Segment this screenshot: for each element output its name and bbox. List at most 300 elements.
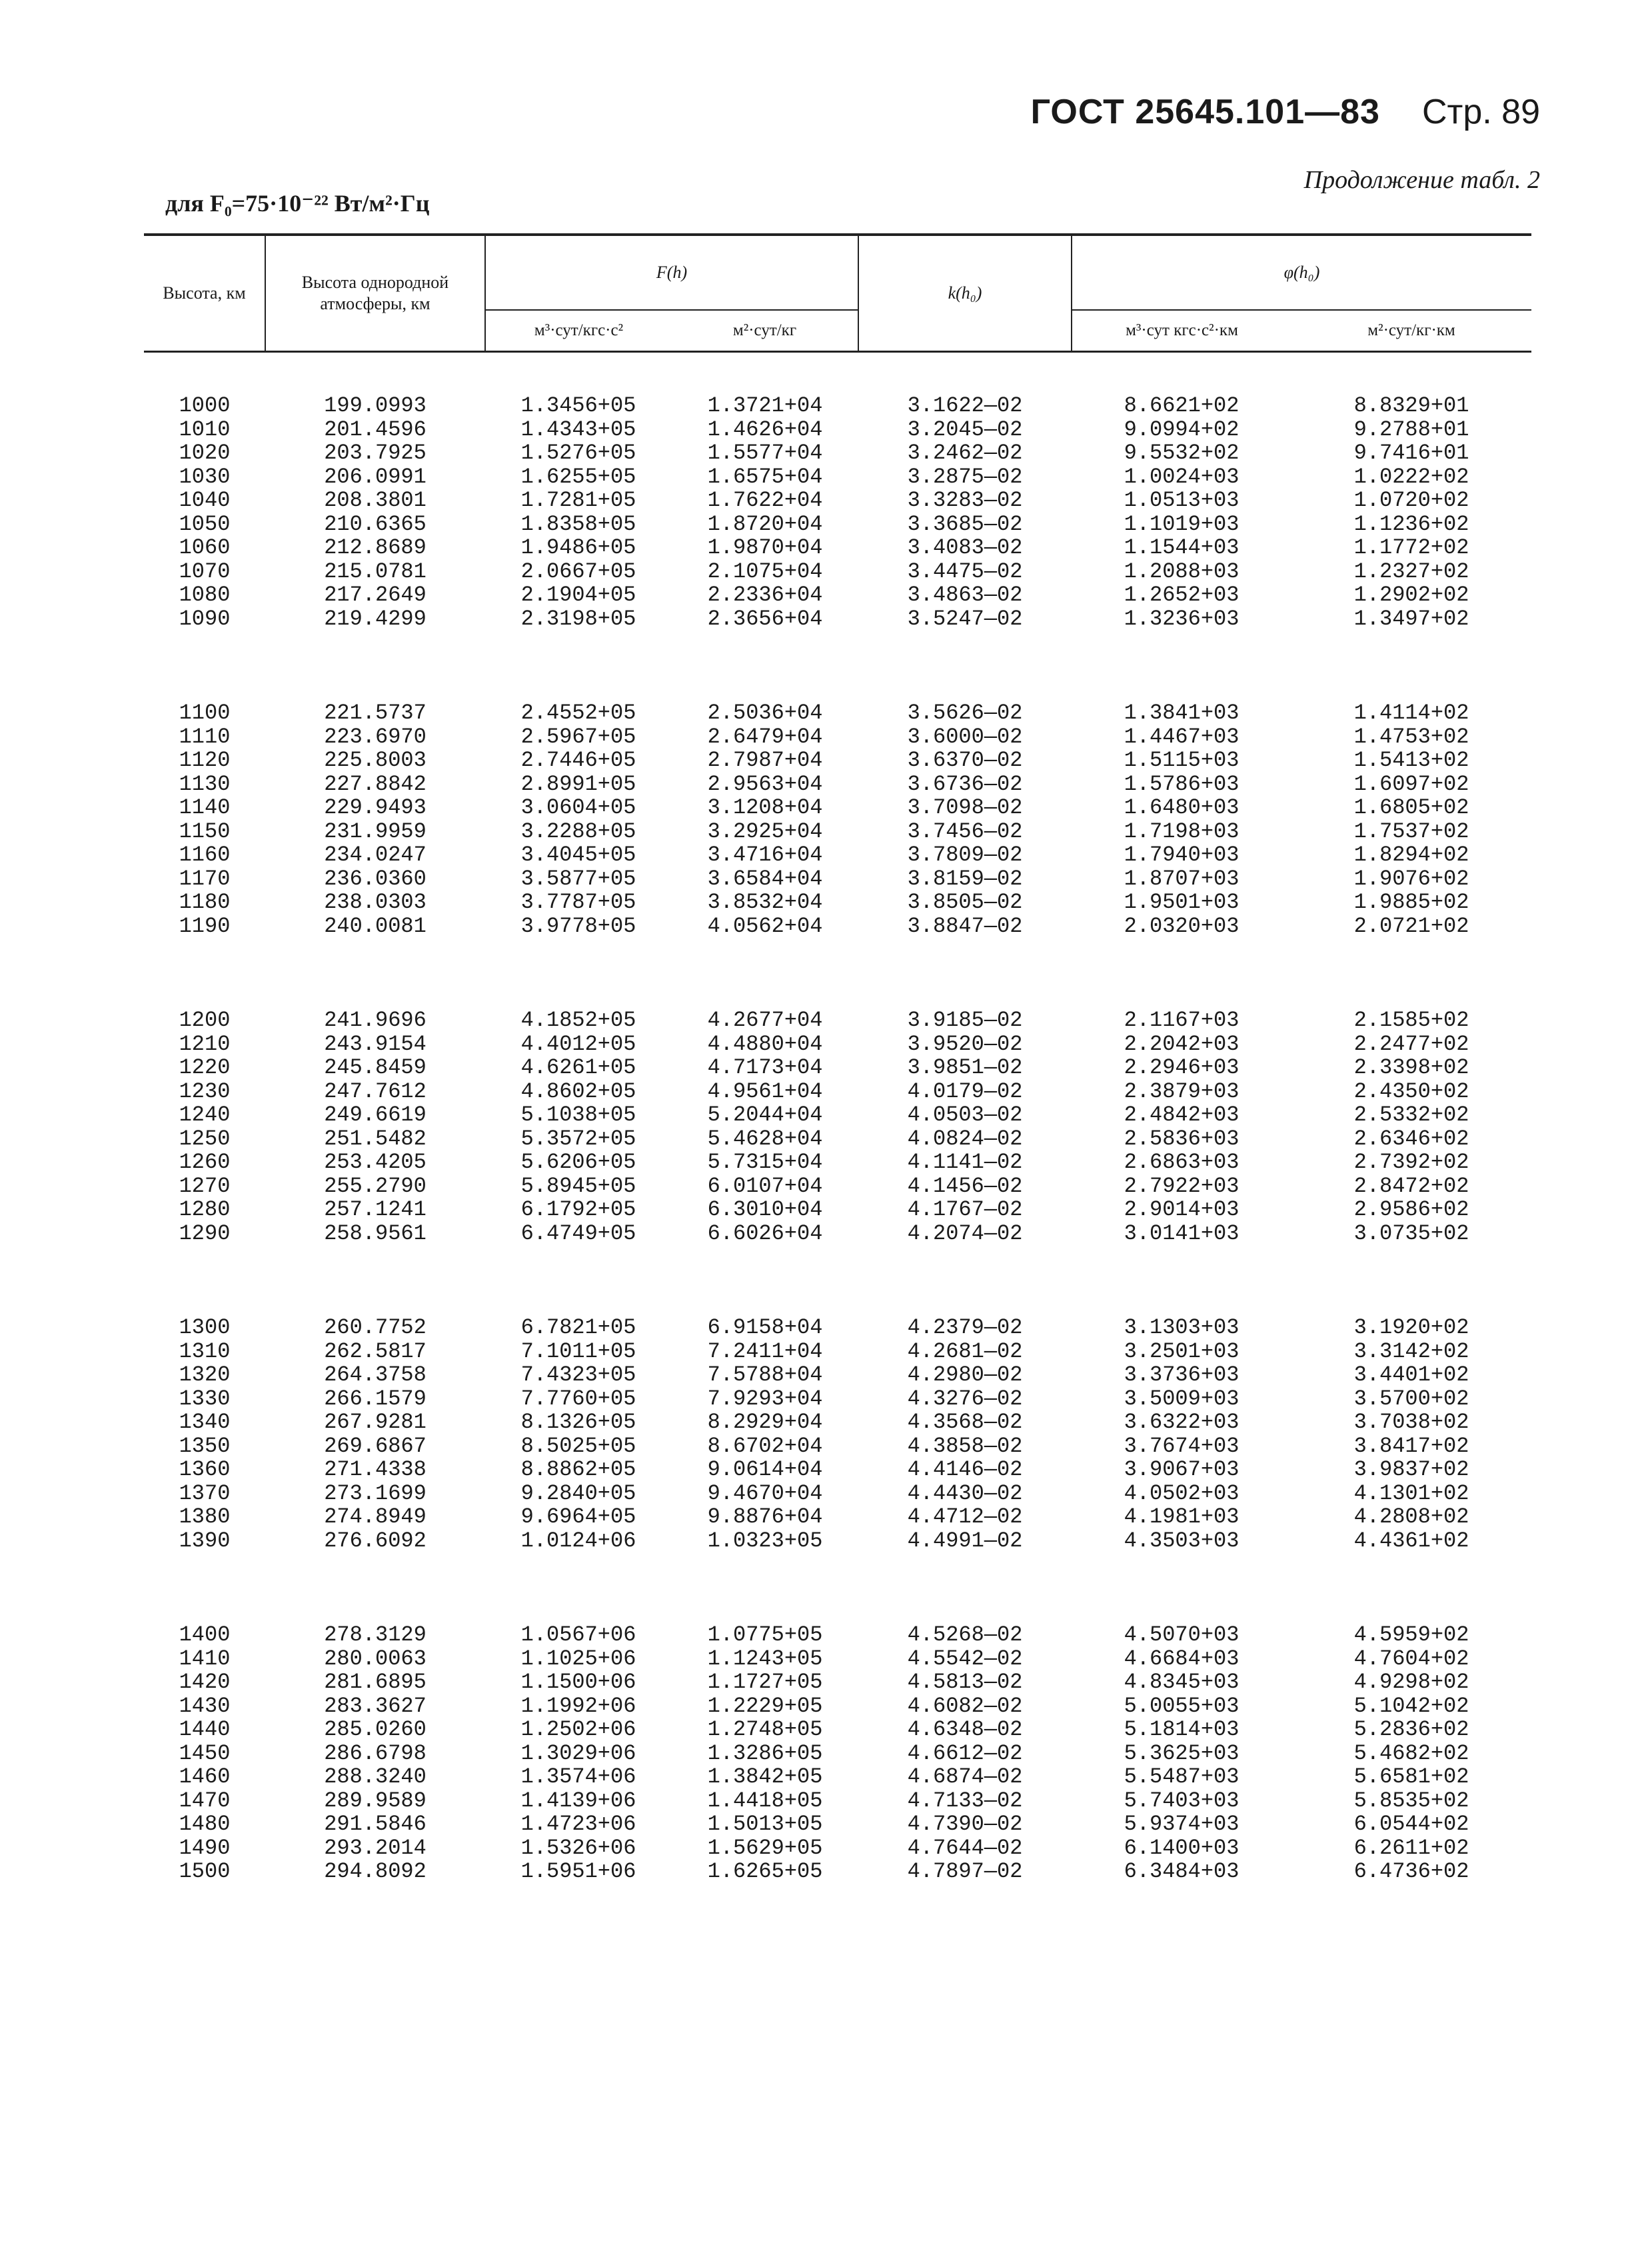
cell-phi-value-1: 2.5836+03 bbox=[1124, 1126, 1239, 1151]
cell-F-value-2: 8.2929+04 bbox=[707, 1410, 823, 1434]
table-row bbox=[144, 1482, 1531, 1506]
cell-F-value-1: 5.6206+05 bbox=[520, 1150, 636, 1174]
table-row bbox=[144, 1127, 1531, 1151]
cell-F-value-1: 4.8602+05 bbox=[520, 1079, 636, 1104]
cell-phi-value-2: 4.9298+02 bbox=[1353, 1670, 1469, 1694]
cell-k-value: 4.0503—02 bbox=[907, 1103, 1023, 1127]
cell-F-value-1: 1.4343+05 bbox=[520, 417, 636, 442]
cell-phi-value-1: 2.0320+03 bbox=[1124, 913, 1239, 939]
cell-k-value: 4.4430—02 bbox=[907, 1480, 1023, 1506]
cell-F-value-2: 5.4628+04 bbox=[707, 1126, 823, 1151]
cell-height: 1080 bbox=[179, 583, 231, 607]
cell-phi-value-2: 4.7604+02 bbox=[1353, 1646, 1469, 1671]
cell-homogeneous-height: 276.6092 bbox=[324, 1528, 426, 1553]
cell-height: 1280 bbox=[179, 1197, 231, 1222]
cell-height: 1160 bbox=[179, 843, 231, 867]
cell-phi-value-1: 1.0513+03 bbox=[1124, 488, 1239, 513]
cell-height: 1000 bbox=[179, 393, 231, 418]
cell-k-value: 3.3685—02 bbox=[907, 511, 1023, 537]
cell-height: 1110 bbox=[179, 724, 231, 749]
cell-F-value-1: 1.8358+05 bbox=[520, 511, 636, 537]
cell-F-value-1: 6.4749+05 bbox=[520, 1220, 636, 1246]
group-spacer bbox=[144, 1245, 1531, 1316]
cell-height: 1240 bbox=[179, 1103, 231, 1127]
cell-F-value-2: 7.5788+04 bbox=[707, 1362, 823, 1387]
cell-homogeneous-height: 280.0063 bbox=[324, 1646, 426, 1671]
cell-phi-value-2: 2.1585+02 bbox=[1353, 1008, 1469, 1033]
cell-phi-value-2: 2.4350+02 bbox=[1353, 1079, 1469, 1104]
cell-height: 1210 bbox=[179, 1031, 231, 1057]
cell-F-value-2: 3.8532+04 bbox=[707, 890, 823, 915]
cell-F-value-2: 3.2925+04 bbox=[707, 819, 823, 844]
cell-homogeneous-height: 234.0247 bbox=[324, 843, 426, 867]
cell-homogeneous-height: 236.0360 bbox=[324, 866, 426, 891]
cell-phi-value-2: 3.7038+02 bbox=[1353, 1410, 1469, 1434]
cell-height: 1460 bbox=[179, 1764, 231, 1789]
table-row bbox=[144, 441, 1531, 465]
cell-height: 1100 bbox=[179, 701, 231, 725]
cell-phi-value-2: 2.0721+02 bbox=[1353, 913, 1469, 939]
table-row bbox=[144, 1174, 1531, 1198]
cell-F-value-1: 1.2502+06 bbox=[520, 1717, 636, 1742]
cell-phi-value-1: 1.7198+03 bbox=[1124, 819, 1239, 844]
cell-F-value-2: 1.5577+04 bbox=[707, 441, 823, 465]
cell-height: 1250 bbox=[179, 1126, 231, 1151]
cell-phi-value-2: 3.5700+02 bbox=[1353, 1386, 1469, 1411]
table-row bbox=[144, 891, 1531, 915]
cell-height: 1070 bbox=[179, 559, 231, 584]
cell-phi-value-1: 9.0994+02 bbox=[1124, 417, 1239, 442]
cell-phi-value-1: 5.1814+03 bbox=[1124, 1717, 1239, 1742]
cell-height: 1220 bbox=[179, 1055, 231, 1080]
cell-F-value-2: 4.4880+04 bbox=[707, 1031, 823, 1057]
cell-phi-value-1: 3.6322+03 bbox=[1124, 1410, 1239, 1434]
cell-F-value-1: 1.4139+06 bbox=[520, 1788, 636, 1813]
cell-phi-value-2: 1.8294+02 bbox=[1353, 843, 1469, 867]
table-row bbox=[144, 1009, 1531, 1033]
cell-phi-value-2: 1.6805+02 bbox=[1353, 795, 1469, 820]
cell-F-value-1: 2.0667+05 bbox=[520, 559, 636, 584]
cell-phi-value-1: 5.3625+03 bbox=[1124, 1740, 1239, 1766]
cell-k-value: 3.3283—02 bbox=[907, 488, 1023, 513]
cell-k-value: 3.5626—02 bbox=[907, 701, 1023, 725]
cell-phi-value-1: 3.9067+03 bbox=[1124, 1457, 1239, 1482]
cell-homogeneous-height: 271.4338 bbox=[324, 1457, 426, 1482]
table-row bbox=[144, 1033, 1531, 1057]
table-row bbox=[144, 1718, 1531, 1742]
cell-phi-value-2: 4.5959+02 bbox=[1353, 1622, 1469, 1647]
cell-F-value-2: 1.9870+04 bbox=[707, 535, 823, 560]
cell-k-value: 4.1141—02 bbox=[907, 1150, 1023, 1174]
cell-k-value: 4.4712—02 bbox=[907, 1504, 1023, 1529]
table-row bbox=[144, 915, 1531, 939]
cell-phi-value-2: 3.1920+02 bbox=[1353, 1315, 1469, 1340]
cell-F-value-1: 6.7821+05 bbox=[520, 1315, 636, 1340]
cell-k-value: 4.6612—02 bbox=[907, 1740, 1023, 1766]
cell-F-value-2: 2.2336+04 bbox=[707, 583, 823, 607]
cell-homogeneous-height: 221.5737 bbox=[324, 701, 426, 725]
table-row bbox=[144, 1410, 1531, 1434]
cell-F-value-1: 1.5276+05 bbox=[520, 441, 636, 465]
cell-phi-value-2: 1.9076+02 bbox=[1353, 866, 1469, 891]
cell-k-value: 4.0179—02 bbox=[907, 1079, 1023, 1104]
cell-height: 1360 bbox=[179, 1457, 231, 1482]
cell-phi-value-1: 1.2088+03 bbox=[1124, 559, 1239, 584]
cell-height: 1270 bbox=[179, 1173, 231, 1198]
cell-k-value: 4.0824—02 bbox=[907, 1126, 1023, 1151]
cell-F-value-1: 3.5877+05 bbox=[520, 866, 636, 891]
table-row bbox=[144, 1316, 1531, 1340]
cell-phi-value-2: 2.6346+02 bbox=[1353, 1126, 1469, 1151]
table-row bbox=[144, 1505, 1531, 1529]
cell-phi-value-2: 3.8417+02 bbox=[1353, 1433, 1469, 1458]
cell-F-value-1: 2.5967+05 bbox=[520, 724, 636, 749]
page-header bbox=[1031, 92, 1540, 132]
cell-F-value-1: 8.1326+05 bbox=[520, 1410, 636, 1434]
cell-phi-value-2: 4.1301+02 bbox=[1353, 1480, 1469, 1506]
cell-F-value-2: 1.3721+04 bbox=[707, 393, 823, 418]
cell-k-value: 4.7897—02 bbox=[907, 1859, 1023, 1884]
cell-F-value-1: 1.7281+05 bbox=[520, 488, 636, 513]
col-phi-h: φ(h₀) bbox=[1072, 235, 1531, 310]
cell-F-value-2: 1.0323+05 bbox=[707, 1528, 823, 1553]
cell-k-value: 3.9851—02 bbox=[907, 1055, 1023, 1080]
cell-phi-value-1: 2.7922+03 bbox=[1124, 1173, 1239, 1198]
cell-height: 1310 bbox=[179, 1338, 231, 1364]
cell-phi-value-1: 2.6863+03 bbox=[1124, 1150, 1239, 1174]
cell-F-value-1: 1.5326+06 bbox=[520, 1835, 636, 1860]
cell-height: 1470 bbox=[179, 1788, 231, 1813]
cell-phi-value-2: 4.4361+02 bbox=[1353, 1528, 1469, 1553]
cell-height: 1150 bbox=[179, 819, 231, 844]
cell-k-value: 4.1767—02 bbox=[907, 1197, 1023, 1222]
table-row bbox=[144, 1340, 1531, 1364]
cell-phi-value-1: 1.1544+03 bbox=[1124, 535, 1239, 560]
cell-k-value: 4.7390—02 bbox=[907, 1812, 1023, 1836]
cell-height: 1490 bbox=[179, 1835, 231, 1860]
cell-F-value-1: 2.1904+05 bbox=[520, 583, 636, 607]
table-body bbox=[144, 352, 1531, 1884]
cell-homogeneous-height: 288.3240 bbox=[324, 1764, 426, 1789]
table-row bbox=[144, 1056, 1531, 1080]
cell-F-value-1: 2.8991+05 bbox=[520, 771, 636, 797]
cell-height: 1060 bbox=[179, 535, 231, 560]
cell-F-value-1: 1.1025+06 bbox=[520, 1646, 636, 1671]
cell-k-value: 3.7456—02 bbox=[907, 819, 1023, 844]
cell-F-value-1: 5.8945+05 bbox=[520, 1173, 636, 1198]
spacer-cell bbox=[144, 938, 1531, 1009]
cell-phi-value-1: 1.3841+03 bbox=[1124, 701, 1239, 725]
cell-k-value: 3.9520—02 bbox=[907, 1031, 1023, 1057]
cell-F-value-2: 4.0562+04 bbox=[707, 913, 823, 939]
cell-phi-value-2: 3.0735+02 bbox=[1353, 1220, 1469, 1246]
cell-F-value-2: 8.6702+04 bbox=[707, 1433, 823, 1458]
cell-phi-value-2: 1.2327+02 bbox=[1353, 559, 1469, 584]
cell-phi-value-2: 5.8535+02 bbox=[1353, 1788, 1469, 1813]
cell-homogeneous-height: 227.8842 bbox=[324, 771, 426, 797]
cell-F-value-2: 1.6575+04 bbox=[707, 464, 823, 489]
cell-phi-value-1: 6.1400+03 bbox=[1124, 1835, 1239, 1860]
cell-height: 1300 bbox=[179, 1315, 231, 1340]
col-k-h: k(h₀) bbox=[858, 235, 1072, 352]
table-row bbox=[144, 701, 1531, 725]
cell-k-value: 3.2045—02 bbox=[907, 417, 1023, 442]
cell-homogeneous-height: 223.6970 bbox=[324, 724, 426, 749]
cell-F-value-2: 1.5629+05 bbox=[707, 1835, 823, 1860]
cell-F-value-2: 1.4626+04 bbox=[707, 417, 823, 442]
cell-F-value-1: 7.7760+05 bbox=[520, 1386, 636, 1411]
cell-k-value: 4.6348—02 bbox=[907, 1717, 1023, 1742]
cell-homogeneous-height: 285.0260 bbox=[324, 1717, 426, 1742]
cell-homogeneous-height: 283.3627 bbox=[324, 1693, 426, 1718]
cell-k-value: 4.4991—02 bbox=[907, 1528, 1023, 1553]
cell-homogeneous-height: 266.1579 bbox=[324, 1386, 426, 1411]
cell-F-value-2: 1.8720+04 bbox=[707, 511, 823, 537]
cell-phi-value-2: 1.9885+02 bbox=[1353, 890, 1469, 915]
cell-F-value-1: 1.3456+05 bbox=[520, 393, 636, 418]
cell-phi-value-1: 5.9374+03 bbox=[1124, 1812, 1239, 1836]
cell-phi-value-1: 1.5786+03 bbox=[1124, 771, 1239, 797]
cell-F-value-2: 1.6265+05 bbox=[707, 1859, 823, 1884]
cell-F-value-2: 9.8876+04 bbox=[707, 1504, 823, 1529]
cell-k-value: 3.6000—02 bbox=[907, 724, 1023, 749]
group-spacer bbox=[144, 631, 1531, 701]
table-condition: для F₀=75·10⁻²² Вт/м²·Гц bbox=[165, 190, 430, 217]
cell-homogeneous-height: 291.5846 bbox=[324, 1812, 426, 1836]
cell-homogeneous-height: 253.4205 bbox=[324, 1150, 426, 1174]
cell-F-value-1: 1.4723+06 bbox=[520, 1812, 636, 1836]
subcol-phi-unit1: м³·сут кгс·с²·км bbox=[1072, 310, 1291, 352]
table-row bbox=[144, 607, 1531, 631]
cell-k-value: 4.3276—02 bbox=[907, 1386, 1023, 1411]
subcol-F-unit2: м²·сут/кг bbox=[672, 310, 858, 352]
cell-F-value-1: 8.5025+05 bbox=[520, 1433, 636, 1458]
table-row bbox=[144, 1363, 1531, 1387]
cell-height: 1350 bbox=[179, 1433, 231, 1458]
cell-height: 1370 bbox=[179, 1480, 231, 1506]
cell-F-value-2: 4.9561+04 bbox=[707, 1079, 823, 1104]
cell-phi-value-1: 8.6621+02 bbox=[1124, 393, 1239, 418]
cell-height: 1020 bbox=[179, 441, 231, 465]
cell-homogeneous-height: 294.8092 bbox=[324, 1859, 426, 1884]
cell-F-value-1: 1.9486+05 bbox=[520, 535, 636, 560]
table-row bbox=[144, 1647, 1531, 1671]
cell-F-value-2: 1.5013+05 bbox=[707, 1812, 823, 1836]
cell-k-value: 4.2681—02 bbox=[907, 1338, 1023, 1364]
cell-phi-value-2: 2.3398+02 bbox=[1353, 1055, 1469, 1080]
cell-homogeneous-height: 258.9561 bbox=[324, 1220, 426, 1246]
cell-phi-value-2: 1.4114+02 bbox=[1353, 701, 1469, 725]
table-row bbox=[144, 820, 1531, 844]
group-spacer bbox=[144, 938, 1531, 1009]
cell-F-value-2: 6.0107+04 bbox=[707, 1173, 823, 1198]
cell-phi-value-2: 4.2808+02 bbox=[1353, 1504, 1469, 1529]
cell-k-value: 4.2074—02 bbox=[907, 1220, 1023, 1246]
table-row bbox=[144, 1670, 1531, 1694]
cell-height: 1230 bbox=[179, 1079, 231, 1104]
standard-number: ГОСТ 25645.101—83 bbox=[1030, 93, 1380, 131]
cell-phi-value-1: 3.0141+03 bbox=[1124, 1220, 1239, 1246]
cell-height: 1440 bbox=[179, 1717, 231, 1742]
cell-height: 1320 bbox=[179, 1362, 231, 1387]
cell-phi-value-1: 2.4842+03 bbox=[1124, 1103, 1239, 1127]
cell-phi-value-1: 3.7674+03 bbox=[1124, 1433, 1239, 1458]
cell-homogeneous-height: 249.6619 bbox=[324, 1103, 426, 1127]
cell-F-value-2: 1.3842+05 bbox=[707, 1764, 823, 1789]
cell-homogeneous-height: 199.0993 bbox=[324, 393, 426, 418]
cell-F-value-2: 1.2748+05 bbox=[707, 1717, 823, 1742]
cell-phi-value-1: 1.6480+03 bbox=[1124, 795, 1239, 820]
cell-homogeneous-height: 203.7925 bbox=[324, 441, 426, 465]
cell-F-value-2: 2.9563+04 bbox=[707, 771, 823, 797]
cell-k-value: 3.6370—02 bbox=[907, 748, 1023, 773]
cell-phi-value-2: 1.1236+02 bbox=[1353, 511, 1469, 537]
table-row bbox=[144, 843, 1531, 867]
cell-phi-value-2: 2.2477+02 bbox=[1353, 1031, 1469, 1057]
cell-F-value-1: 2.4552+05 bbox=[520, 701, 636, 725]
cell-k-value: 4.5542—02 bbox=[907, 1646, 1023, 1671]
cell-height: 1040 bbox=[179, 488, 231, 513]
cell-phi-value-1: 3.1303+03 bbox=[1124, 1315, 1239, 1340]
cell-F-value-2: 3.1208+04 bbox=[707, 795, 823, 820]
cell-homogeneous-height: 269.6867 bbox=[324, 1433, 426, 1458]
cell-k-value: 3.6736—02 bbox=[907, 771, 1023, 797]
table-row bbox=[144, 583, 1531, 607]
cell-F-value-1: 3.9778+05 bbox=[520, 913, 636, 939]
cell-phi-value-2: 6.4736+02 bbox=[1353, 1859, 1469, 1884]
cell-height: 1400 bbox=[179, 1622, 231, 1647]
cell-F-value-2: 4.2677+04 bbox=[707, 1008, 823, 1033]
cell-F-value-2: 6.9158+04 bbox=[707, 1315, 823, 1340]
cell-k-value: 4.1456—02 bbox=[907, 1173, 1023, 1198]
data-table bbox=[144, 233, 1531, 1884]
cell-F-value-2: 5.7315+04 bbox=[707, 1150, 823, 1174]
cell-phi-value-1: 2.3879+03 bbox=[1124, 1079, 1239, 1104]
col-F-h: F(h) bbox=[485, 235, 858, 310]
cell-F-value-2: 2.7987+04 bbox=[707, 748, 823, 773]
cell-F-value-1: 5.3572+05 bbox=[520, 1126, 636, 1151]
col-homogeneous-height: Высота однородной атмосферы, км bbox=[265, 235, 485, 352]
cell-F-value-2: 1.7622+04 bbox=[707, 488, 823, 513]
cell-phi-value-2: 1.1772+02 bbox=[1353, 535, 1469, 560]
cell-phi-value-1: 1.5115+03 bbox=[1124, 748, 1239, 773]
cell-phi-value-2: 1.0222+02 bbox=[1353, 464, 1469, 489]
cell-k-value: 3.9185—02 bbox=[907, 1008, 1023, 1033]
cell-phi-value-2: 1.3497+02 bbox=[1353, 606, 1469, 631]
cell-phi-value-2: 5.2836+02 bbox=[1353, 1717, 1469, 1742]
cell-height: 1190 bbox=[179, 913, 231, 939]
cell-phi-value-2: 1.7537+02 bbox=[1353, 819, 1469, 844]
cell-F-value-2: 9.4670+04 bbox=[707, 1480, 823, 1506]
cell-k-value: 4.4146—02 bbox=[907, 1457, 1023, 1482]
cell-height: 1450 bbox=[179, 1740, 231, 1766]
table-row bbox=[144, 489, 1531, 513]
cell-k-value: 3.1622—02 bbox=[907, 393, 1023, 418]
cell-k-value: 3.4863—02 bbox=[907, 583, 1023, 607]
cell-F-value-1: 1.6255+05 bbox=[520, 464, 636, 489]
table-continuation: Продолжение табл. 2 bbox=[1303, 166, 1540, 194]
cell-height: 1260 bbox=[179, 1150, 231, 1174]
cell-F-value-2: 1.0775+05 bbox=[707, 1622, 823, 1647]
cell-phi-value-1: 5.7403+03 bbox=[1124, 1788, 1239, 1813]
cell-homogeneous-height: 267.9281 bbox=[324, 1410, 426, 1434]
cell-F-value-1: 3.0604+05 bbox=[520, 795, 636, 820]
cell-phi-value-2: 8.8329+01 bbox=[1353, 393, 1469, 418]
spacer-cell bbox=[144, 1245, 1531, 1316]
cell-k-value: 3.4475—02 bbox=[907, 559, 1023, 584]
cell-phi-value-1: 6.3484+03 bbox=[1124, 1859, 1239, 1884]
cell-height: 1090 bbox=[179, 606, 231, 631]
cell-phi-value-1: 4.1981+03 bbox=[1124, 1504, 1239, 1529]
cell-homogeneous-height: 206.0991 bbox=[324, 464, 426, 489]
cell-homogeneous-height: 229.9493 bbox=[324, 795, 426, 820]
cell-phi-value-1: 3.5009+03 bbox=[1124, 1386, 1239, 1411]
table-row bbox=[144, 867, 1531, 891]
cell-phi-value-1: 1.7940+03 bbox=[1124, 843, 1239, 867]
col-height: Высота, км bbox=[144, 235, 265, 352]
cell-phi-value-1: 1.2652+03 bbox=[1124, 583, 1239, 607]
cell-k-value: 4.7644—02 bbox=[907, 1835, 1023, 1860]
cell-phi-value-2: 2.8472+02 bbox=[1353, 1173, 1469, 1198]
cell-phi-value-2: 5.1042+02 bbox=[1353, 1693, 1469, 1718]
table-row bbox=[144, 1387, 1531, 1411]
cell-F-value-2: 1.4418+05 bbox=[707, 1788, 823, 1813]
cell-phi-value-1: 2.2946+03 bbox=[1124, 1055, 1239, 1080]
cell-homogeneous-height: 245.8459 bbox=[324, 1055, 426, 1080]
cell-phi-value-2: 2.9586+02 bbox=[1353, 1197, 1469, 1222]
cell-homogeneous-height: 255.2790 bbox=[324, 1173, 426, 1198]
cell-height: 1330 bbox=[179, 1386, 231, 1411]
cell-F-value-2: 7.9293+04 bbox=[707, 1386, 823, 1411]
cell-phi-value-2: 1.4753+02 bbox=[1353, 724, 1469, 749]
cell-homogeneous-height: 215.0781 bbox=[324, 559, 426, 584]
cell-F-value-2: 2.1075+04 bbox=[707, 559, 823, 584]
table-row bbox=[144, 1103, 1531, 1127]
cell-homogeneous-height: 257.1241 bbox=[324, 1197, 426, 1222]
cell-F-value-1: 1.0567+06 bbox=[520, 1622, 636, 1647]
cell-height: 1130 bbox=[179, 771, 231, 797]
cell-height: 1290 bbox=[179, 1220, 231, 1246]
cell-phi-value-1: 3.2501+03 bbox=[1124, 1338, 1239, 1364]
cell-phi-value-2: 9.2788+01 bbox=[1353, 417, 1469, 442]
cell-k-value: 4.2379—02 bbox=[907, 1315, 1023, 1340]
cell-k-value: 4.6082—02 bbox=[907, 1693, 1023, 1718]
cell-phi-value-1: 2.9014+03 bbox=[1124, 1197, 1239, 1222]
cell-height: 1200 bbox=[179, 1008, 231, 1033]
cell-phi-value-2: 3.9837+02 bbox=[1353, 1457, 1469, 1482]
cell-height: 1030 bbox=[179, 464, 231, 489]
table-row bbox=[144, 1198, 1531, 1222]
cell-F-value-2: 1.1727+05 bbox=[707, 1670, 823, 1694]
cell-k-value: 3.2462—02 bbox=[907, 441, 1023, 465]
cell-k-value: 3.4083—02 bbox=[907, 535, 1023, 560]
cell-phi-value-1: 1.9501+03 bbox=[1124, 890, 1239, 915]
cell-phi-value-1: 1.0024+03 bbox=[1124, 464, 1239, 489]
cell-F-value-1: 1.3574+06 bbox=[520, 1764, 636, 1789]
cell-F-value-1: 7.4323+05 bbox=[520, 1362, 636, 1387]
table-row bbox=[144, 1434, 1531, 1458]
cell-homogeneous-height: 217.2649 bbox=[324, 583, 426, 607]
table-row bbox=[144, 725, 1531, 749]
subcol-F-unit1: м³·сут/кгс·с² bbox=[485, 310, 672, 352]
cell-k-value: 3.5247—02 bbox=[907, 606, 1023, 631]
group-spacer bbox=[144, 1552, 1531, 1623]
cell-homogeneous-height: 289.9589 bbox=[324, 1788, 426, 1813]
cell-F-value-2: 9.0614+04 bbox=[707, 1457, 823, 1482]
cell-k-value: 4.6874—02 bbox=[907, 1764, 1023, 1789]
table-row bbox=[144, 1623, 1531, 1647]
cell-phi-value-2: 2.5332+02 bbox=[1353, 1103, 1469, 1127]
